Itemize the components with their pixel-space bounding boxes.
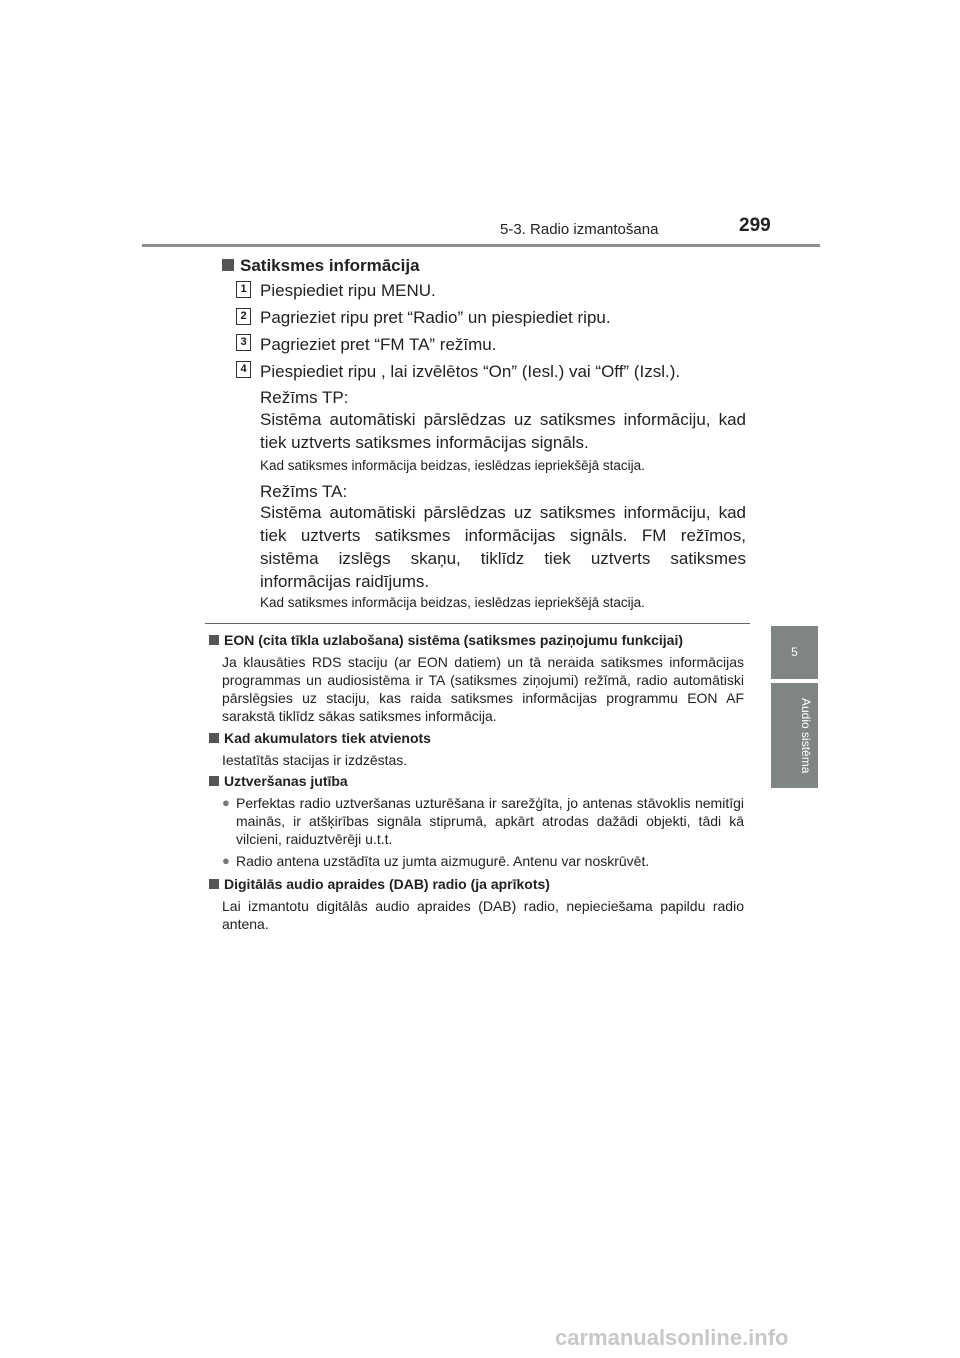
page-number: 299 bbox=[739, 215, 771, 236]
ta-mode-label: Režīms TA: bbox=[260, 482, 348, 501]
square-bullet-icon bbox=[209, 733, 219, 743]
dab-heading bbox=[209, 876, 550, 892]
step-number: 4 bbox=[236, 361, 251, 378]
square-bullet-icon bbox=[209, 776, 219, 786]
step-number: 1 bbox=[236, 281, 251, 298]
battery-heading bbox=[209, 730, 431, 746]
step-number: 3 bbox=[236, 334, 251, 351]
step-number: 2 bbox=[236, 308, 251, 325]
step-text: Piespiediet ripu MENU. bbox=[260, 281, 436, 300]
traffic-info-heading bbox=[222, 256, 420, 276]
reception-bullet-text: Radio antena uzstādīta uz jumta aizmugurē. Antenu var noskrūvēt. bbox=[236, 853, 650, 869]
dab-title: Digitālās audio apraides (DAB) radio (ja aprīkots) bbox=[224, 876, 550, 892]
dot-bullet-icon: ● bbox=[222, 795, 230, 810]
square-bullet-icon bbox=[222, 259, 234, 271]
eon-heading bbox=[209, 632, 683, 648]
ta-mode-text: Sistēma automātiski pārslēdzas uz satiksmes informāciju, kad tiek uztverts satiksmes informācijas signāls. FM režīmos, sistēma izslēgs skaņu, tiklīdz tiek uztverts satiksmes informācijas raidījums. bbox=[260, 503, 746, 591]
ta-mode-note: Kad satiksmes informācija beidzas, ieslēdzas iepriekšējā stacija. bbox=[260, 595, 645, 610]
section-title: 5-3. Radio izmantošana bbox=[500, 221, 659, 238]
eon-text: Ja klausāties RDS staciju (ar EON datiem) un tā neraida satiksmes informācijas programmas un audiosistēma ir TA (satiksmes ziņojumi) režīmā, radio automātiski pārslēgsies uz staciju, kas raida satiksmes informācijas programmu EON AF sarakstā tiklīdz sākas satiksmes informācija. bbox=[222, 654, 744, 724]
step-text: Pagrieziet ripu pret “Radio” un piespiediet ripu. bbox=[260, 308, 611, 327]
dab-text: Lai izmantotu digitālās audio apraides (DAB) radio, nepieciešama papildu radio antena. bbox=[222, 898, 744, 932]
step-text: Piespiediet ripu , lai izvēlētos “On” (Iesl.) vai “Off” (Izsl.). bbox=[260, 362, 681, 381]
header-rule bbox=[142, 244, 820, 247]
chapter-tab-label: Audio sistēma bbox=[799, 697, 813, 774]
step-text: Pagrieziet pret “FM TA” režīmu. bbox=[260, 335, 497, 354]
section-divider bbox=[205, 623, 750, 624]
eon-title: EON (cita tīkla uzlabošana) sistēma (satiksmes paziņojumu funkcijai) bbox=[224, 632, 684, 648]
battery-text: Iestatītās stacijas ir izdzēstas. bbox=[222, 752, 408, 768]
dot-bullet-icon: ● bbox=[222, 853, 230, 868]
square-bullet-icon bbox=[209, 635, 219, 645]
tp-mode-label: Režīms TP: bbox=[260, 388, 349, 407]
reception-heading bbox=[209, 773, 348, 789]
tp-mode-text: Sistēma automātiski pārslēdzas uz satiksmes informāciju, kad tiek uztverts satiksmes informācijas signāls. bbox=[260, 410, 746, 452]
battery-title: Kad akumulators tiek atvienots bbox=[224, 730, 431, 746]
reception-title: Uztveršanas jutība bbox=[224, 773, 348, 789]
traffic-info-title: Satiksmes informācija bbox=[240, 256, 420, 275]
chapter-tab-number: 5 bbox=[771, 626, 818, 679]
reception-bullet-text: Perfektas radio uztveršanas uzturēšana ir sarežģīta, jo antenas stāvoklis nemitīgi mainās, ir atšķirības signāla stiprumā, apkārt atrodas dažādi objekti, tādi kā vilcieni, raiduztvērēji u.t.t. bbox=[236, 795, 744, 847]
watermark: carmanualsonline.info bbox=[555, 1325, 789, 1350]
square-bullet-icon bbox=[209, 879, 219, 889]
tp-mode-note: Kad satiksmes informācija beidzas, ieslēdzas iepriekšējā stacija. bbox=[260, 458, 645, 473]
